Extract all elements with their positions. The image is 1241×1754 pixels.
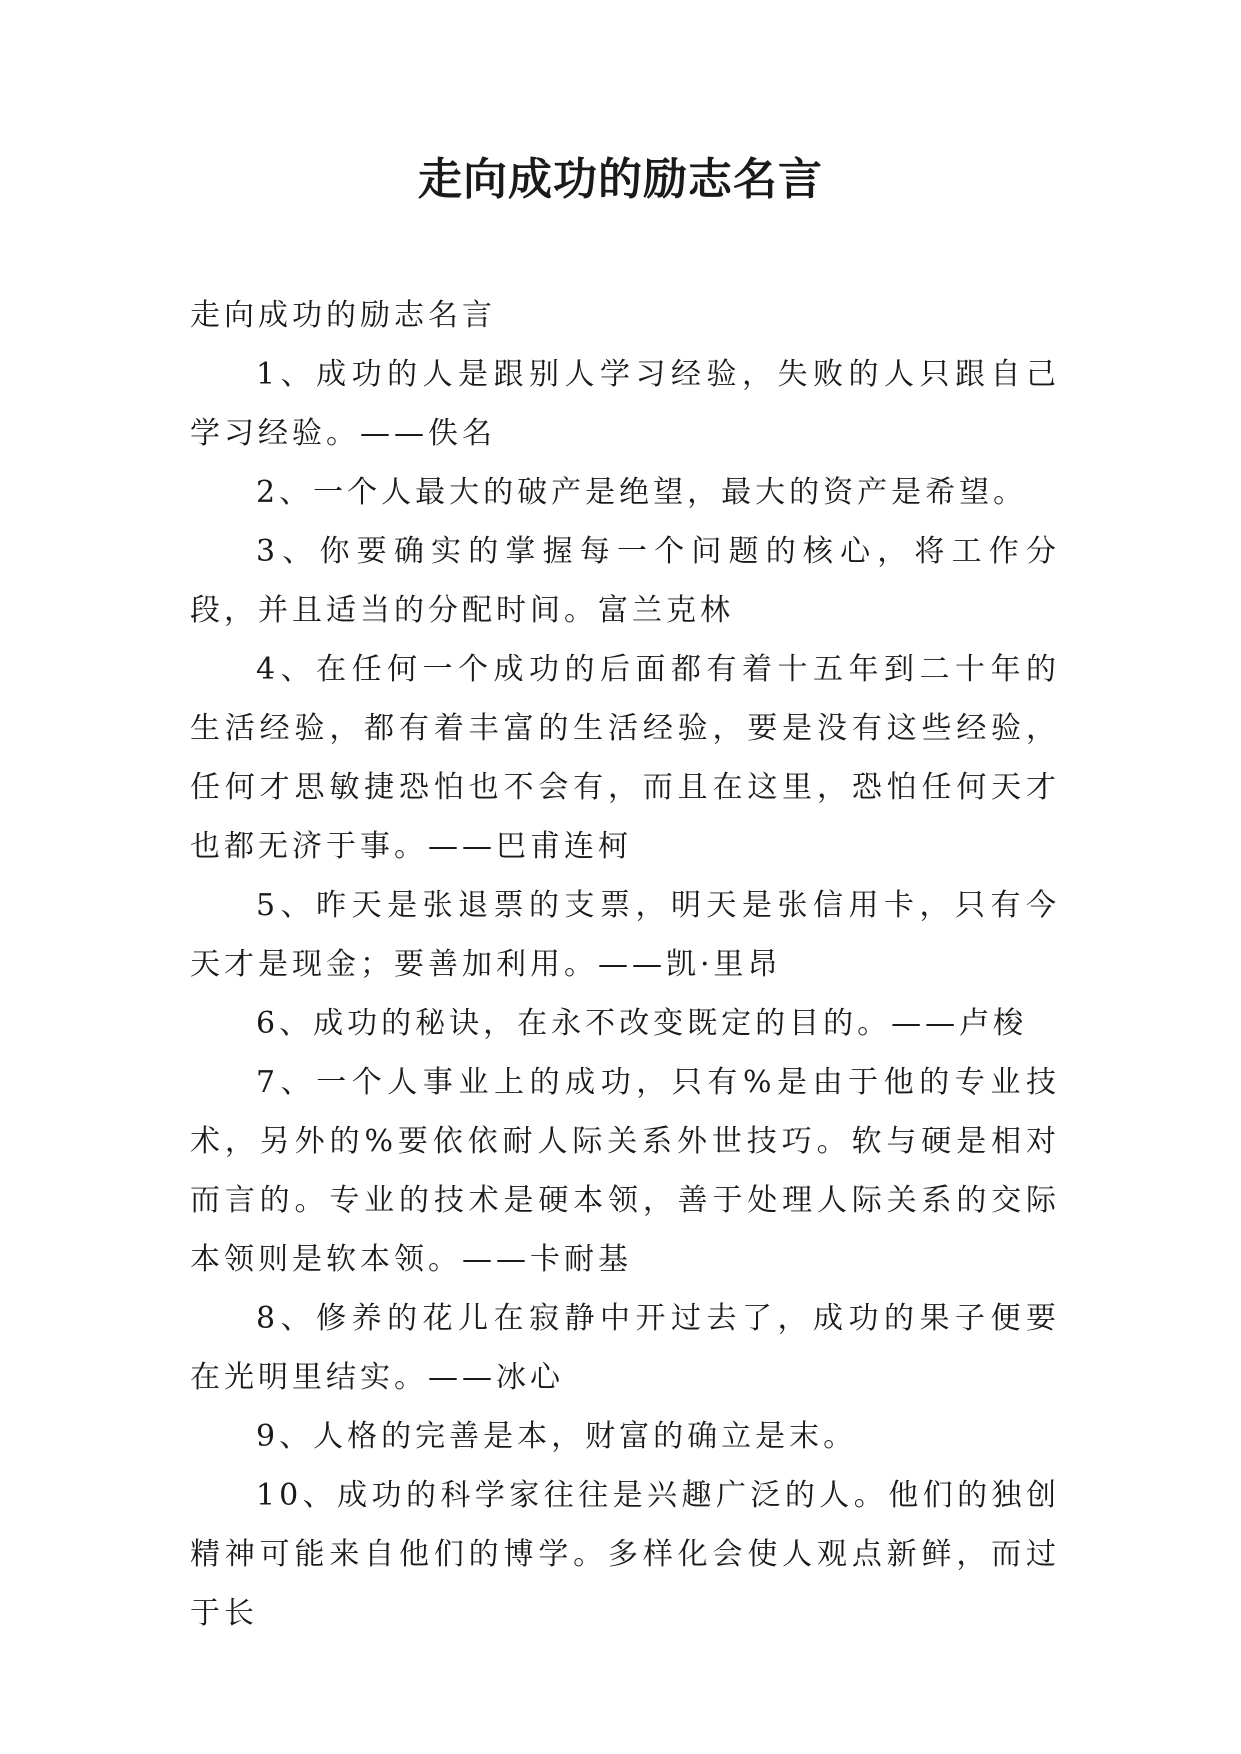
- document-title: 走向成功的励志名言: [418, 154, 823, 205]
- quote-paragraph: 2、一个人最大的破产是绝望，最大的资产是希望。: [256, 475, 1028, 510]
- quote-paragraph: 5、昨天是张退票的支票，明天是张信用卡，只有今天才是现金；要善加利用。——凯·里昂: [190, 888, 1060, 982]
- quote-paragraph: 6、成功的秘诀，在永不改变既定的目的。——卢梭: [256, 1006, 1028, 1041]
- quote-paragraph: 3、你要确实的掌握每一个问题的核心，将工作分段，并且适当的分配时间。富兰克林: [190, 534, 1060, 628]
- document-subtitle: 走向成功的励志名言: [190, 298, 496, 333]
- document-body: [190, 286, 1060, 1643]
- quote-paragraph: 9、人格的完善是本，财富的确立是末。: [256, 1419, 858, 1454]
- quote-paragraph: 7、一个人事业上的成功，只有%是由于他的专业技术，另外的%要依依耐人际关系外世技巧。软与硬是相对而言的。专业的技术是硬本领，善于处理人际关系的交际本领则是软本领。——卡耐基: [190, 1065, 1060, 1277]
- quote-paragraph: 8、修养的花儿在寂静中开过去了，成功的果子便要在光明里结实。——冰心: [190, 1301, 1060, 1395]
- quote-paragraph: 1、成功的人是跟别人学习经验，失败的人只跟自己学习经验。——佚名: [190, 357, 1060, 451]
- quote-paragraph: 4、在任何一个成功的后面都有着十五年到二十年的生活经验，都有着丰富的生活经验，要是没有这些经验，任何才思敏捷恐怕也不会有，而且在这里，恐怕任何天才也都无济于事。——巴甫连柯: [190, 652, 1060, 864]
- quote-paragraph: 10、成功的科学家往往是兴趣广泛的人。他们的独创精神可能来自他们的博学。多样化会使人观点新鲜，而过于长: [190, 1478, 1060, 1631]
